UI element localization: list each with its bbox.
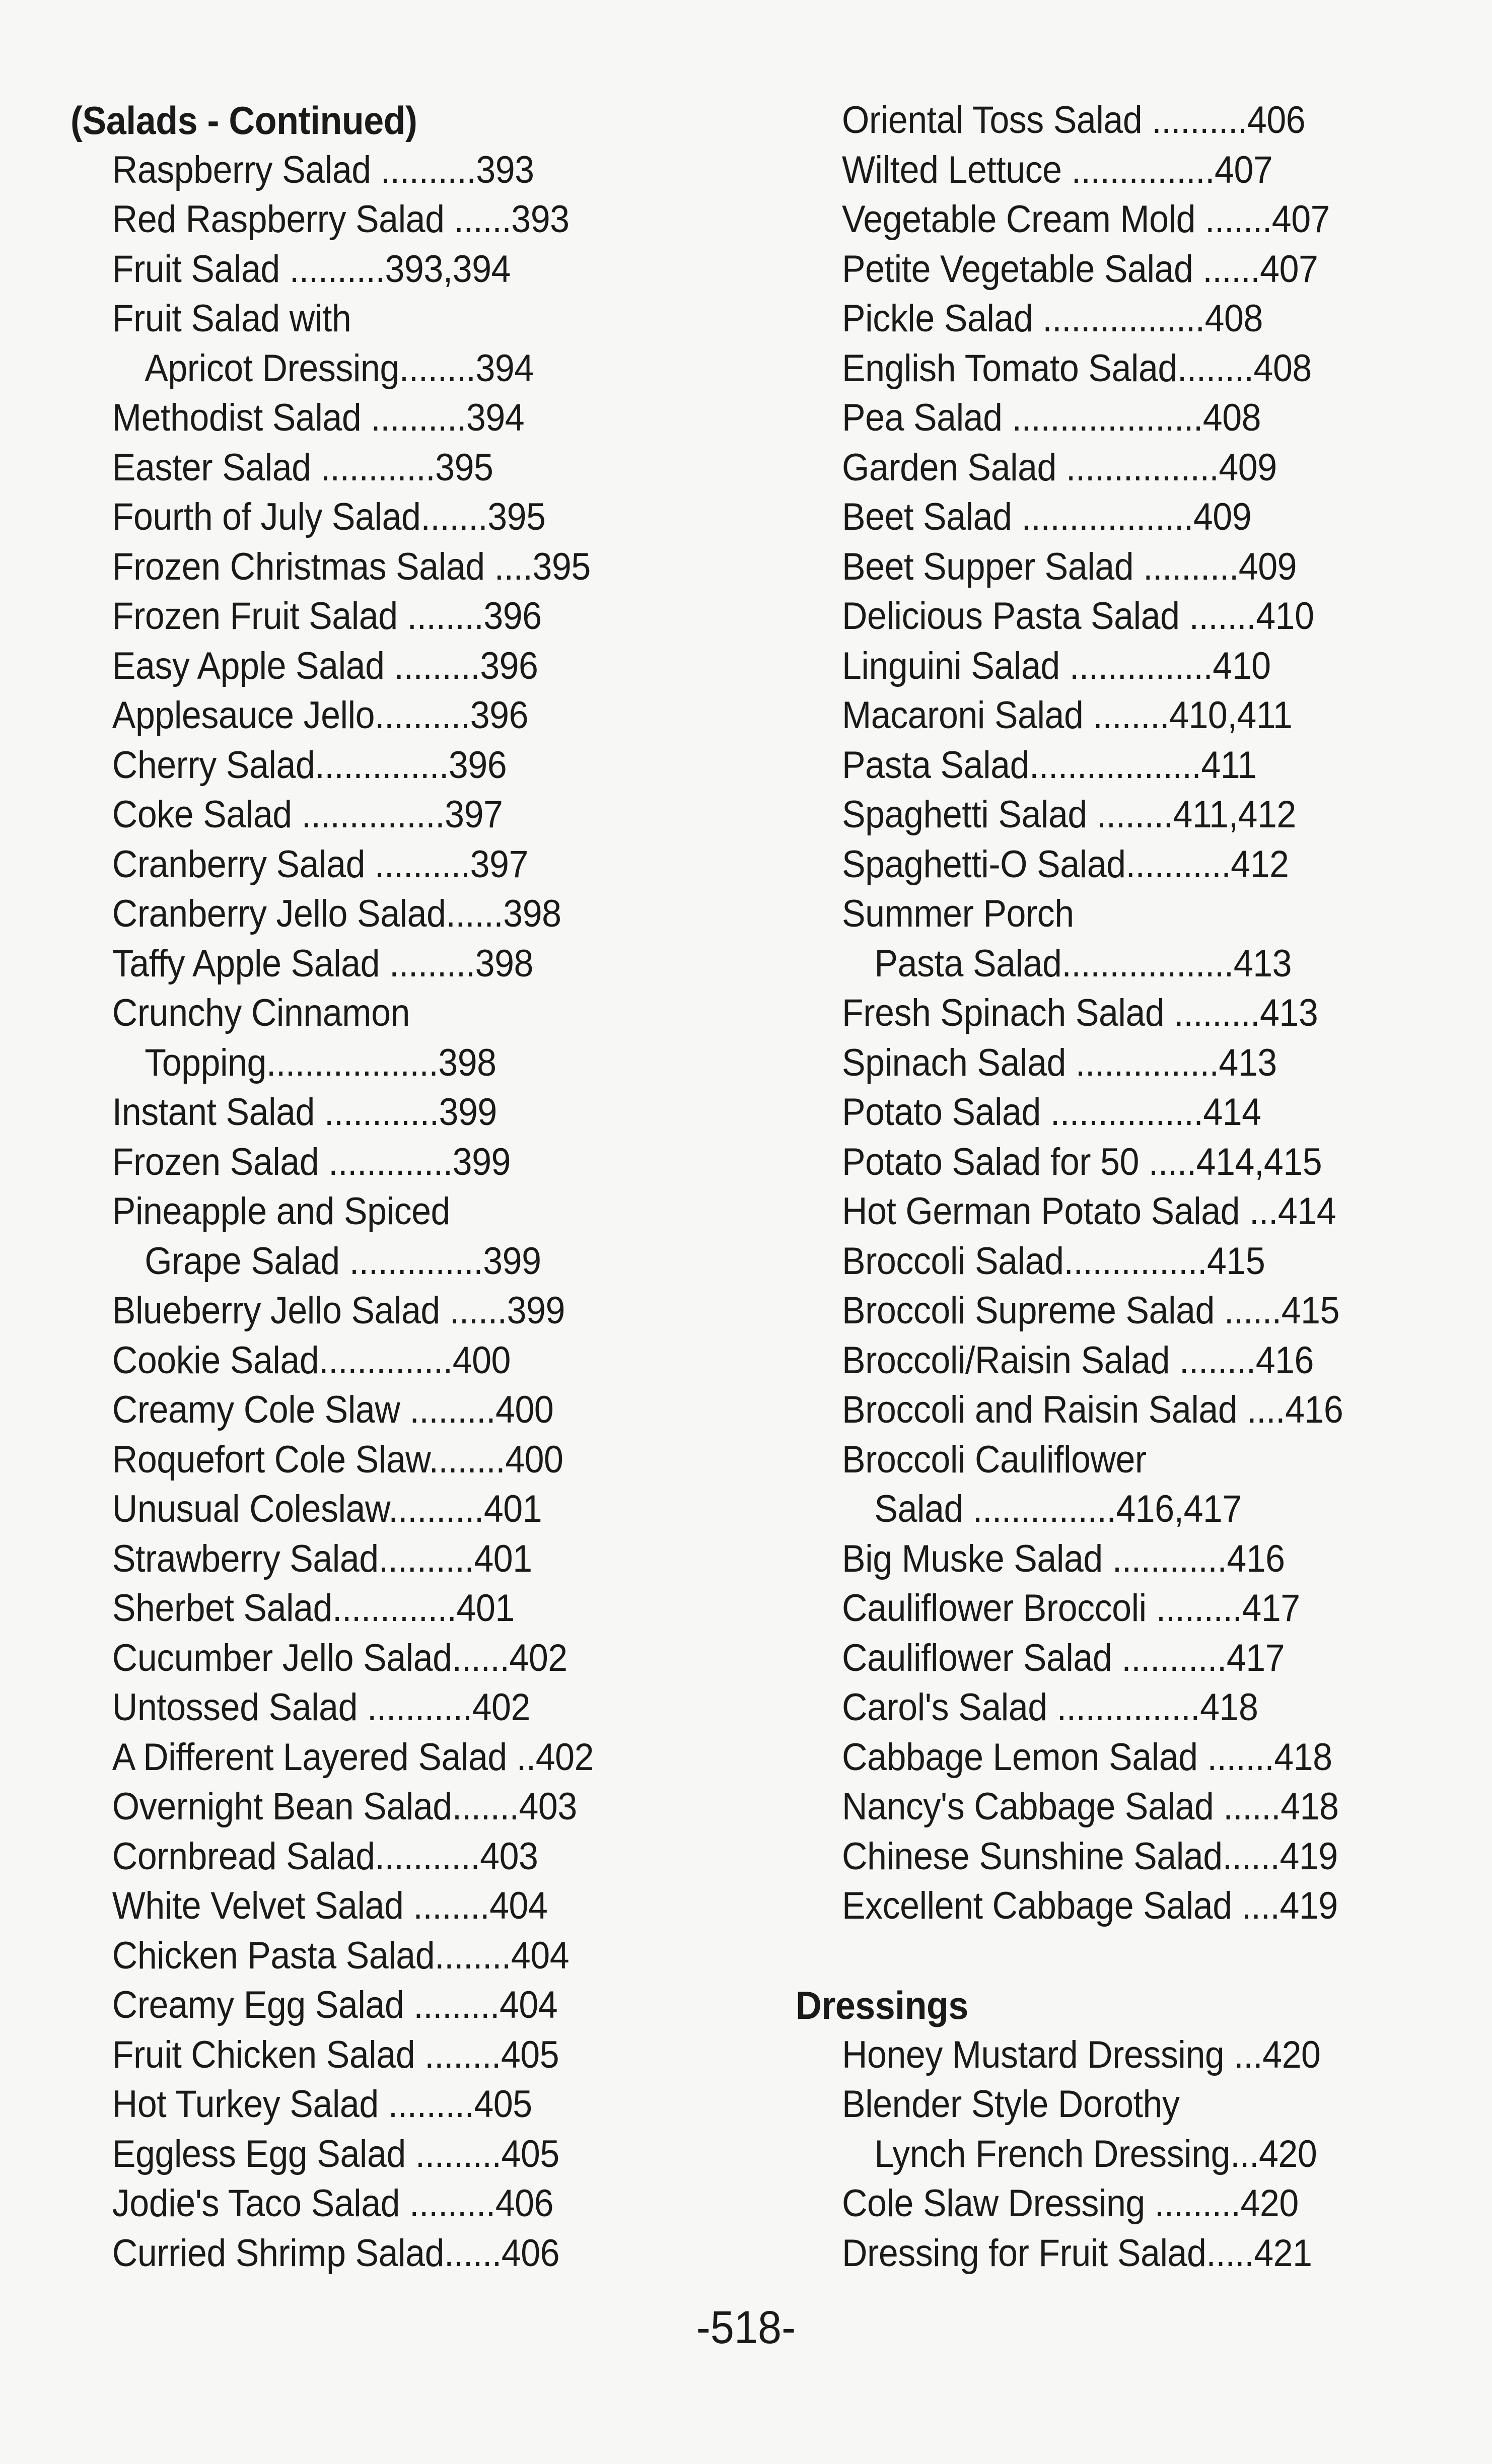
index-entry-continuation: Lynch French Dressing...420 <box>874 2132 1317 2175</box>
index-entry: Beet Supper Salad ..........409 <box>842 545 1297 588</box>
index-entry: Beet Salad ..................409 <box>842 496 1252 539</box>
index-entry: Methodist Salad ..........394 <box>112 396 525 440</box>
index-entry: Cranberry Jello Salad......398 <box>112 892 561 936</box>
index-entry: Instant Salad ............399 <box>112 1091 497 1134</box>
index-entry: Spaghetti Salad ........411,412 <box>842 793 1296 836</box>
index-entry: Carol's Salad ...............418 <box>842 1686 1258 1729</box>
index-entry: Dressing for Fruit Salad.....421 <box>842 2231 1312 2275</box>
index-entry: Potato Salad for 50 .....414,415 <box>842 1140 1322 1183</box>
index-entry: Jodie's Taco Salad .........406 <box>112 2182 554 2225</box>
index-entry: Fruit Salad ..........393,394 <box>112 247 511 291</box>
index-entry: Vegetable Cream Mold .......407 <box>842 198 1330 241</box>
index-entry: Summer Porch <box>842 892 1074 936</box>
index-entry-continuation: Apricot Dressing........394 <box>145 346 534 390</box>
index-entry: Hot Turkey Salad .........405 <box>112 2083 532 2126</box>
index-entry: Fresh Spinach Salad .........413 <box>842 992 1318 1035</box>
section-heading-dressings: Dressings <box>796 1983 968 2028</box>
index-entry: Nancy's Cabbage Salad ......418 <box>842 1785 1339 1828</box>
index-entry: Red Raspberry Salad ......393 <box>112 198 570 241</box>
index-entry: Oriental Toss Salad ..........406 <box>842 99 1306 142</box>
index-entry: Curried Shrimp Salad......406 <box>112 2231 560 2275</box>
index-entry: Petite Vegetable Salad ......407 <box>842 247 1318 291</box>
index-entry: Pasta Salad..................411 <box>842 743 1257 787</box>
index-entry: Broccoli/Raisin Salad ........416 <box>842 1339 1314 1382</box>
index-entry: Broccoli Cauliflower <box>842 1438 1147 1481</box>
index-entry: Spinach Salad ...............413 <box>842 1041 1277 1084</box>
index-entry: Cauliflower Salad ...........417 <box>842 1636 1285 1679</box>
index-entry-continuation: Pasta Salad..................413 <box>874 942 1292 985</box>
index-entry: Fruit Chicken Salad ........405 <box>112 2033 559 2076</box>
index-entry: Creamy Egg Salad .........404 <box>112 1984 558 2027</box>
index-entry: Chicken Pasta Salad........404 <box>112 1934 570 1977</box>
index-entry: Hot German Potato Salad ...414 <box>842 1190 1336 1233</box>
index-entry: Cole Slaw Dressing .........420 <box>842 2182 1299 2225</box>
index-entry: Cabbage Lemon Salad .......418 <box>842 1735 1332 1779</box>
index-entry: Raspberry Salad ..........393 <box>112 148 534 191</box>
index-entry: Frozen Salad .............399 <box>112 1140 511 1183</box>
index-entry: Cucumber Jello Salad......402 <box>112 1636 567 1679</box>
index-entry: Easy Apple Salad .........396 <box>112 644 538 687</box>
index-entry: Strawberry Salad..........401 <box>112 1537 532 1580</box>
index-entry: Frozen Christmas Salad ....395 <box>112 545 591 588</box>
index-entry: Delicious Pasta Salad .......410 <box>842 595 1314 638</box>
index-entry: Pickle Salad .................408 <box>842 297 1263 340</box>
page-number: -518- <box>696 2302 796 2353</box>
index-entry: Roquefort Cole Slaw........400 <box>112 1438 563 1481</box>
index-entry: Honey Mustard Dressing ...420 <box>842 2033 1321 2076</box>
index-entry: Cookie Salad..............400 <box>112 1339 511 1382</box>
index-entry: Cauliflower Broccoli .........417 <box>842 1587 1300 1630</box>
index-entry: Blueberry Jello Salad ......399 <box>112 1289 565 1332</box>
index-entry: Cornbread Salad...........403 <box>112 1835 538 1878</box>
index-entry: A Different Layered Salad ..402 <box>112 1735 594 1779</box>
index-entry: Pineapple and Spiced <box>112 1190 450 1233</box>
index-entry-continuation: Grape Salad ..............399 <box>145 1239 541 1283</box>
index-entry: Big Muske Salad ............416 <box>842 1537 1285 1580</box>
index-entry: White Velvet Salad ........404 <box>112 1884 548 1928</box>
index-entry-continuation: Topping..................398 <box>145 1041 496 1084</box>
index-entry: Broccoli and Raisin Salad ....416 <box>842 1388 1343 1432</box>
index-entry: Chinese Sunshine Salad......419 <box>842 1835 1338 1878</box>
index-entry: Pea Salad ....................408 <box>842 396 1261 440</box>
index-entry: Sherbet Salad.............401 <box>112 1587 515 1630</box>
index-entry: Broccoli Supreme Salad ......415 <box>842 1289 1339 1332</box>
index-entry: Excellent Cabbage Salad ....419 <box>842 1884 1338 1928</box>
index-entry: Overnight Bean Salad.......403 <box>112 1785 577 1828</box>
index-entry: Macaroni Salad ........410,411 <box>842 694 1293 737</box>
index-entry: Crunchy Cinnamon <box>112 992 410 1035</box>
index-entry: Unusual Coleslaw..........401 <box>112 1488 542 1531</box>
index-entry-continuation: Salad ...............416,417 <box>874 1488 1242 1531</box>
index-entry: Easter Salad ............395 <box>112 446 493 489</box>
index-entry: Spaghetti-O Salad...........412 <box>842 842 1289 886</box>
index-entry: Linguini Salad ...............410 <box>842 644 1271 687</box>
right-column <box>796 96 1420 2278</box>
index-entry: Frozen Fruit Salad ........396 <box>112 595 542 638</box>
index-entry: Untossed Salad ...........402 <box>112 1686 530 1729</box>
index-entry: English Tomato Salad........408 <box>842 346 1312 390</box>
index-entry: Taffy Apple Salad .........398 <box>112 942 533 985</box>
index-entry: Wilted Lettuce ...............407 <box>842 148 1273 191</box>
index-entry: Cranberry Salad ..........397 <box>112 842 528 886</box>
index-entry: Potato Salad ................414 <box>842 1091 1261 1134</box>
index-entry: Cherry Salad..............396 <box>112 743 507 787</box>
index-entry: Fourth of July Salad.......395 <box>112 496 546 539</box>
index-entry: Fruit Salad with <box>112 297 351 340</box>
left-column <box>70 96 665 2278</box>
section-heading-salads-continued: (Salads - Continued) <box>70 98 417 143</box>
index-entry: Applesauce Jello..........396 <box>112 694 529 737</box>
index-entry: Broccoli Salad...............415 <box>842 1239 1265 1283</box>
index-entry: Creamy Cole Slaw .........400 <box>112 1388 554 1432</box>
section-spacer <box>796 1931 1420 1981</box>
index-entry: Blender Style Dorothy <box>842 2083 1180 2126</box>
index-entry: Garden Salad ................409 <box>842 446 1277 489</box>
index-entry: Coke Salad ...............397 <box>112 793 503 836</box>
index-entry: Eggless Egg Salad .........405 <box>112 2132 559 2175</box>
